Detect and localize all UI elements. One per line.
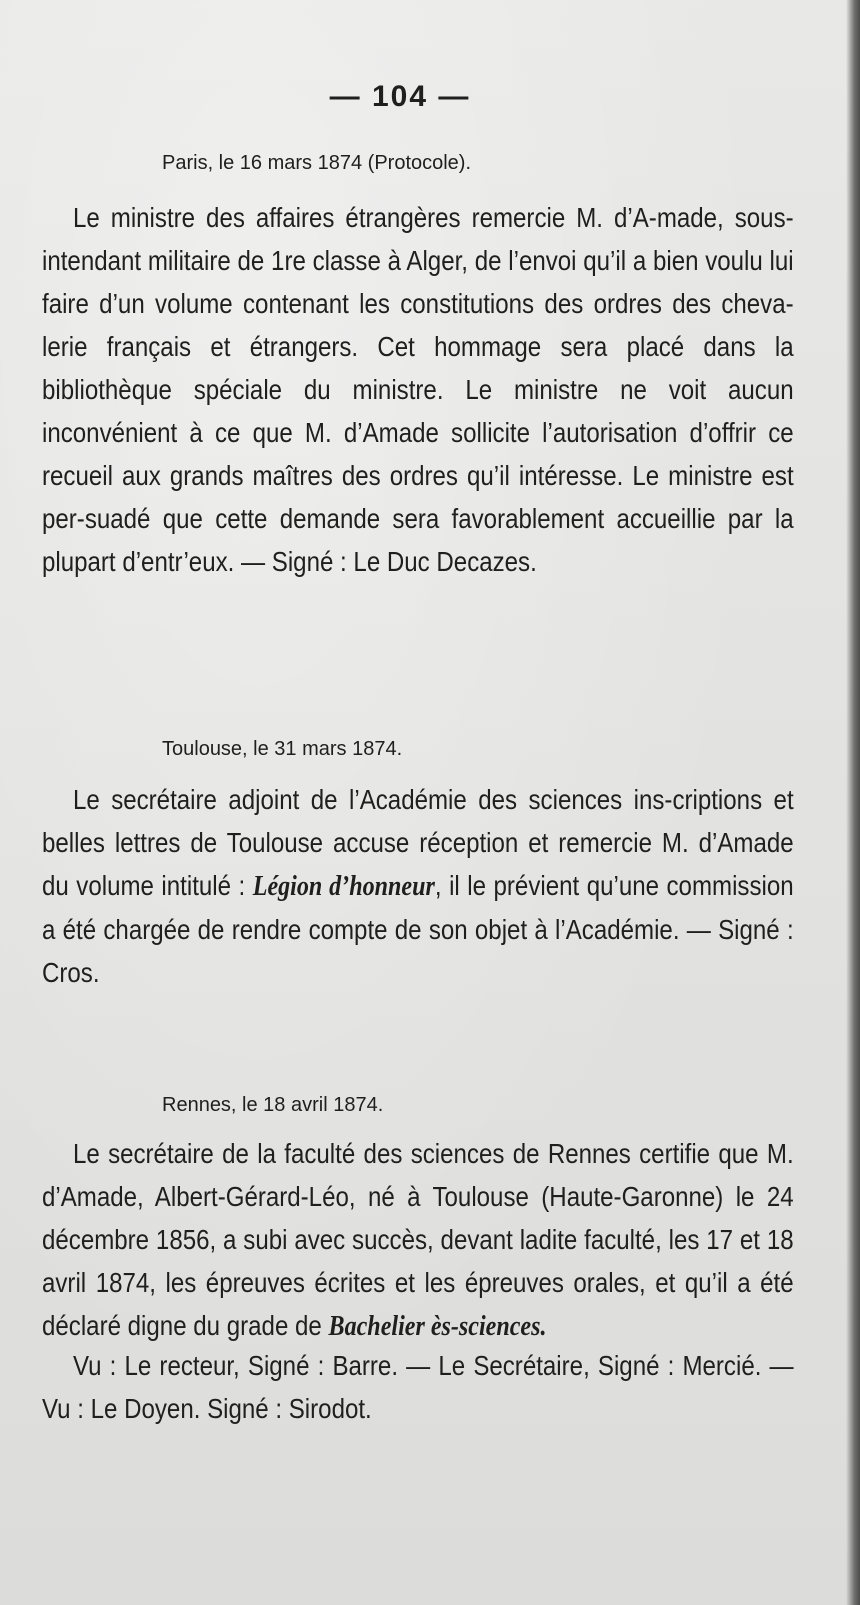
letter-toulouse-body <box>42 778 794 994</box>
letter-paris-body <box>42 196 794 583</box>
page-edge-shadow <box>846 0 860 1605</box>
page-number: — 104 — <box>329 80 471 113</box>
letter-rennes-closing <box>42 1344 794 1430</box>
letter-toulouse-text-before: Le secrétaire adjoint de l’Académie des sciences ins-criptions et belles lettres de Toulouse accuse réception et remercie M. d’Amade du volume intitulé : <box>42 784 794 901</box>
dateline-paris: Paris, le 16 mars 1874 (Protocole). <box>162 152 472 174</box>
letter-rennes-text-before: Le secrétaire de la faculté des sciences de Rennes certifie que M. d’Amade, Albert-Gérard-Léo, né à Toulouse (Haute-Garonne) le 24 décembre 1856, a subi avec succès, devant ladite faculté, les 17 et 18 avril 1874, les épreuves écrites et les épreuves orales, et qu’il a été déclaré digne du grade de <box>42 1138 794 1341</box>
dateline-toulouse: Toulouse, le 31 mars 1874. <box>162 738 403 760</box>
letter-rennes-signatures: Vu : Le recteur, Signé : Barre. — Le Secrétaire, Signé : Mercié. — Vu : Le Doyen. Signé : Sirodot. <box>42 1350 794 1424</box>
book-title-legion-honneur: Légion d’honneur <box>252 871 435 902</box>
letter-paris-text: Le ministre des affaires étrangères remercie M. d’A-made, sous-intendant militaire de 1re classe à Alger, de l’envoi qu’il a bien voulu lui faire d’un volume contenant les constitutions des ordres des cheva-lerie français et étrangers. Cet hommage sera placé dans la bibliothèque spéciale du ministre. Le ministre ne voit aucun inconvénient à ce que M. d’Amade sollicite l’autorisation d’offrir ce recueil aux grands maîtres des ordres qu’il intéresse. Le ministre est per-suadé que cette demande sera favorablement accueillie par la plupart d’entr’eux. — Signé : Le Duc Decazes. <box>42 202 794 577</box>
degree-bachelier-es-sciences: Bachelier ès-sciences. <box>328 1311 547 1342</box>
letter-toulouse-text-after: , il le prévient qu’une commission a été chargée de rendre compte de son objet à l’Académie. — Signé : Cros. <box>42 870 794 988</box>
letter-rennes-body <box>42 1132 794 1348</box>
dateline-rennes: Rennes, le 18 avril 1874. <box>162 1094 384 1116</box>
